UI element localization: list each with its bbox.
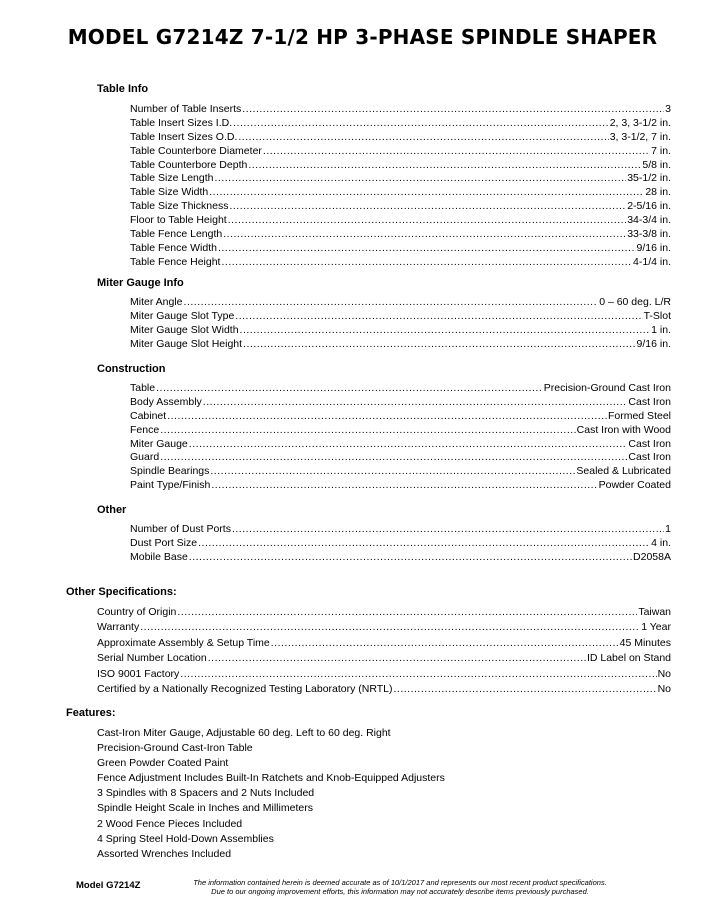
spec-value: 1 in.: [651, 323, 671, 336]
dot-leader: [394, 682, 657, 697]
spec-row: [97, 605, 671, 620]
other-specifications-list: [97, 605, 671, 697]
page-title: MODEL G7214Z 7-1/2 HP 3-PHASE SPINDLE SHAPER: [67, 25, 658, 49]
spec-row: [130, 537, 671, 551]
spec-label: Table Size Length: [130, 172, 214, 185]
spec-label: Table Fence Height: [130, 255, 221, 268]
spec-row: [130, 296, 671, 310]
spec-row: [130, 551, 671, 565]
spec-row: [130, 438, 671, 452]
dot-leader: [214, 172, 626, 186]
feature-item: 4 Spring Steel Hold-Down Assemblies: [97, 832, 274, 845]
spec-value: 0 – 60 deg. L/R: [599, 296, 671, 308]
spec-label: Floor to Table Height: [130, 214, 227, 227]
footer-model-label: Model G7214Z: [76, 880, 141, 891]
feature-item: Cast-Iron Miter Gauge, Adjustable 60 deg. Left to 60 deg. Right: [97, 727, 391, 739]
spec-row: [130, 117, 671, 131]
spec-row: [130, 131, 671, 145]
spec-value: Powder Coated: [598, 479, 671, 492]
feature-item: Fence Adjustment Includes Built-In Ratchets and Knob-Equipped Adjusters: [97, 772, 445, 785]
spec-label: Country of Origin: [97, 606, 177, 618]
spec-value: Cast Iron: [628, 395, 671, 408]
dot-leader: [218, 242, 636, 256]
spec-label: Dust Port Size: [130, 536, 198, 549]
dot-leader: [238, 131, 608, 145]
spec-label: Cabinet: [130, 409, 167, 422]
dot-leader: [203, 396, 628, 410]
spec-value: 45 Minutes: [619, 636, 671, 649]
construction-list: [130, 382, 671, 493]
spec-value: 34-3/4 in.: [627, 214, 671, 227]
spec-label: Table Size Thickness: [130, 200, 229, 213]
spec-row: [130, 479, 671, 493]
spec-row: [130, 242, 671, 256]
section-heading-other: Other: [97, 504, 127, 516]
section-heading-construction: Construction: [97, 363, 166, 375]
dot-leader: [184, 296, 599, 310]
spec-row: [130, 214, 671, 228]
dot-leader: [243, 338, 635, 352]
dot-leader: [211, 479, 597, 493]
dot-leader: [235, 310, 642, 324]
dot-leader: [263, 145, 650, 159]
spec-label: Table Insert Sizes I.D.: [130, 116, 233, 129]
spec-label: Body Assembly: [130, 395, 202, 408]
dot-leader: [210, 465, 575, 479]
footer-disclaimer-line: Due to our ongoing improvement efforts, this information may not accurately describe items previously purchased.: [211, 887, 589, 896]
spec-row: [130, 200, 671, 214]
dot-leader: [156, 382, 543, 396]
features-list: [97, 726, 445, 862]
dot-leader: [180, 667, 656, 682]
spec-value: D2058A: [633, 550, 671, 563]
spec-label: Guard: [130, 451, 160, 464]
spec-value: 9/16 in.: [636, 337, 671, 350]
spec-row: [97, 636, 671, 651]
spec-value: Cast Iron with Wood: [576, 423, 671, 436]
spec-value: 2, 3, 3-1/2 in.: [609, 116, 671, 129]
dot-leader: [209, 186, 644, 200]
spec-value: 9/16 in.: [636, 241, 671, 254]
dot-leader: [189, 438, 628, 452]
feature-item: 3 Spindles with 8 Spacers and 2 Nuts Included: [97, 787, 315, 800]
spec-label: Mobile Base: [130, 550, 188, 563]
spec-label: Table Fence Length: [130, 228, 223, 241]
spec-label: Table Counterbore Depth: [130, 158, 248, 171]
dot-leader: [160, 451, 627, 465]
spec-row: [97, 682, 671, 697]
table-info-list: [130, 103, 671, 270]
spec-label: Table: [130, 382, 156, 394]
spec-row: [130, 186, 671, 200]
spec-row: [130, 338, 671, 352]
feature-item: 2 Wood Fence Pieces Included: [97, 817, 243, 830]
spec-value: 4 in.: [651, 536, 671, 549]
spec-value: 5/8 in.: [642, 158, 671, 171]
spec-label: Number of Dust Ports: [130, 523, 231, 535]
spec-row: [130, 410, 671, 424]
spec-row: [97, 651, 671, 666]
spec-label: Miter Angle: [130, 296, 183, 308]
spec-label: Warranty: [97, 621, 140, 634]
dot-leader: [240, 324, 651, 338]
spec-row: [130, 145, 671, 159]
spec-value: Cast Iron: [628, 437, 671, 450]
spec-label: Approximate Assembly & Setup Time: [97, 636, 270, 649]
spec-row: [97, 667, 671, 682]
feature-item: Precision-Ground Cast-Iron Table: [97, 742, 253, 755]
dot-leader: [232, 523, 664, 537]
dot-leader: [229, 200, 626, 214]
footer-disclaimer: [155, 878, 645, 896]
spec-value: 35-1/2 in.: [627, 172, 671, 185]
spec-value: 33-3/8 in.: [627, 228, 671, 241]
dot-leader: [208, 651, 586, 666]
spec-value: Sealed & Lubricated: [576, 465, 671, 478]
spec-label: ISO 9001 Factory: [97, 667, 180, 680]
footer-disclaimer-line: The information contained herein is deemed accurate as of 10/1/2017 and represents our most recent product specifications.: [193, 878, 607, 887]
spec-value: 2-5/16 in.: [627, 200, 671, 213]
spec-row: [97, 620, 671, 635]
spec-value: Taiwan: [638, 606, 671, 618]
spec-label: Table Counterbore Diameter: [130, 144, 262, 157]
dot-leader: [233, 117, 609, 131]
spec-row: [130, 465, 671, 479]
spec-value: ID Label on Stand: [586, 652, 671, 665]
spec-label: Number of Table Inserts: [130, 103, 242, 115]
spec-value: 4-1/4 in.: [633, 255, 671, 268]
spec-label: Table Size Width: [130, 186, 209, 199]
spec-row: [130, 523, 671, 537]
spec-value: No: [657, 682, 671, 695]
dot-leader: [189, 551, 632, 565]
spec-label: Fence: [130, 423, 160, 436]
spec-label: Miter Gauge Slot Width: [130, 323, 239, 336]
miter-gauge-info-list: [130, 296, 671, 352]
spec-label: Miter Gauge Slot Type: [130, 309, 235, 322]
spec-label: Paint Type/Finish: [130, 479, 211, 492]
spec-value: 1 Year: [641, 621, 671, 634]
dot-leader: [160, 424, 575, 438]
dot-leader: [221, 256, 632, 270]
spec-row: [130, 396, 671, 410]
spec-label: Spindle Bearings: [130, 465, 210, 478]
spec-label: Miter Gauge Slot Height: [130, 337, 243, 350]
spec-label: Table Insert Sizes O.D.: [130, 130, 238, 143]
spec-row: [130, 256, 671, 270]
spec-row: [130, 172, 671, 186]
spec-value: Cast Iron: [628, 451, 671, 464]
spec-value: 7 in.: [651, 144, 671, 157]
spec-row: [130, 451, 671, 465]
dot-leader: [242, 103, 664, 117]
spec-value: 28 in.: [645, 186, 671, 199]
dot-leader: [177, 605, 637, 620]
spec-label: Table Fence Width: [130, 241, 217, 254]
spec-value: Formed Steel: [607, 409, 671, 422]
feature-item: Green Powder Coated Paint: [97, 757, 229, 770]
dot-leader: [248, 159, 641, 173]
spec-value: No: [657, 667, 671, 680]
spec-row: [130, 228, 671, 242]
spec-value: 3: [665, 103, 671, 115]
feature-item: Assorted Wrenches Included: [97, 847, 232, 860]
spec-label: Certified by a Nationally Recognized Testing Laboratory (NRTL): [97, 682, 393, 695]
spec-value: T-Slot: [643, 309, 671, 322]
other-list: [130, 523, 671, 565]
spec-row: [130, 424, 671, 438]
dot-leader: [198, 537, 650, 551]
dot-leader: [223, 228, 626, 242]
section-heading-features: Features:: [66, 707, 116, 719]
dot-leader: [140, 620, 640, 635]
spec-row: [130, 382, 671, 396]
section-heading-other-specifications: Other Specifications:: [66, 586, 177, 598]
dot-leader: [167, 410, 607, 424]
spec-row: [130, 103, 671, 117]
feature-item: Spindle Height Scale in Inches and Millimeters: [97, 802, 313, 815]
spec-label: Serial Number Location: [97, 652, 207, 665]
spec-value: Precision-Ground Cast Iron: [543, 382, 671, 394]
spec-value: 1: [665, 523, 671, 535]
spec-row: [130, 159, 671, 173]
dot-leader: [228, 214, 627, 228]
dot-leader: [271, 636, 619, 651]
spec-row: [130, 324, 671, 338]
spec-label: Miter Gauge: [130, 437, 188, 450]
section-heading-miter-gauge-info: Miter Gauge Info: [97, 277, 184, 289]
section-heading-table-info: Table Info: [97, 83, 149, 95]
spec-row: [130, 310, 671, 324]
spec-value: 3, 3-1/2, 7 in.: [609, 130, 671, 143]
